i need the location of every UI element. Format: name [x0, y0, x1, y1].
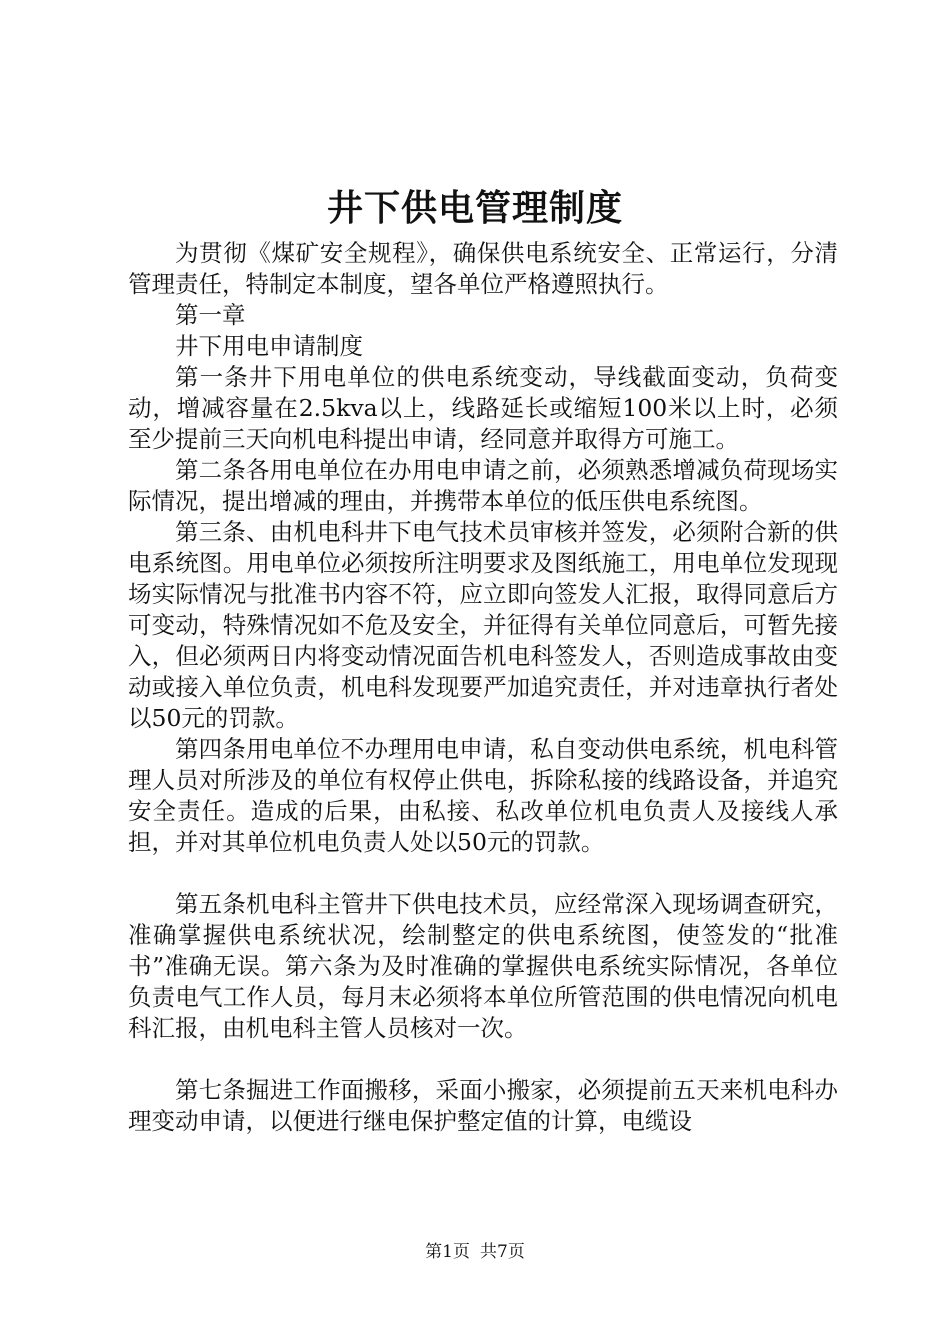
- page-total: 共7页: [480, 1242, 525, 1262]
- article-4-paragraph: 第四条用电单位不办理用电申请，私自变动供电系统，机电科管理人员对所涉及的单位有权停止供电，拆除私接的线路设备，并追究安全责任。造成的后果，由私接、私改单位机电负责人及接线人承担，并对其单位机电负责人处以50元的罚款。: [128, 735, 838, 856]
- page-number: 第1页: [425, 1242, 470, 1262]
- section-heading: 井下用电申请制度: [175, 332, 363, 360]
- chapter-heading: 第一章: [175, 301, 246, 329]
- page-footer: [0, 1240, 950, 1264]
- document-body: [128, 238, 838, 1137]
- article-7-paragraph: 第七条掘进工作面搬移，采面小搬家，必须提前五天来机电科办理变动申请，以便进行继电保护整定值的计算，电缆设: [128, 1076, 838, 1135]
- article-5-6-paragraph: 第五条机电科主管井下供电技术员，应经常深入现场调查研究，准确掌握供电系统状况，绘制整定的供电系统图，使签发的“批准书”准确无误。第六条为及时准确的掌握供电系统实际情况，各单位负责电气工作人员，每月末必须将本单位所管范围的供电情况向机电科汇报，由机电科主管人员核对一次。: [128, 890, 838, 1042]
- article-2-paragraph: 第二条各用电单位在办用电申请之前，必须熟悉增减负荷现场实际情况，提出增减的理由，并携带本单位的低压供电系统图。: [128, 456, 838, 515]
- intro-paragraph: 为贯彻《煤矿安全规程》，确保供电系统安全、正常运行，分清管理责任，特制定本制度，望各单位严格遵照执行。: [128, 239, 838, 298]
- article-3-paragraph: 第三条、由机电科井下电气技术员审核并签发，必须附合新的供电系统图。用电单位必须按所注明要求及图纸施工，用电单位发现现场实际情况与批准书内容不符，应立即向签发人汇报，取得同意后方可变动，特殊情况如不危及安全，并征得有关单位同意后，可暂先接入，但必须两日内将变动情况面告机电科签发人，否则造成事故由变动或接入单位负责，机电科发现要严加追究责任，并对违章执行者处以50元的罚款。: [128, 518, 838, 732]
- article-1-paragraph: 第一条井下用电单位的供电系统变动，导线截面变动，负荷变动，增减容量在2.5kva以上，线路延长或缩短100米以上时，必须至少提前三天向机电科提出申请，经同意并取得方可施工。: [128, 363, 838, 453]
- document-title: 井下供电管理制度: [326, 187, 623, 229]
